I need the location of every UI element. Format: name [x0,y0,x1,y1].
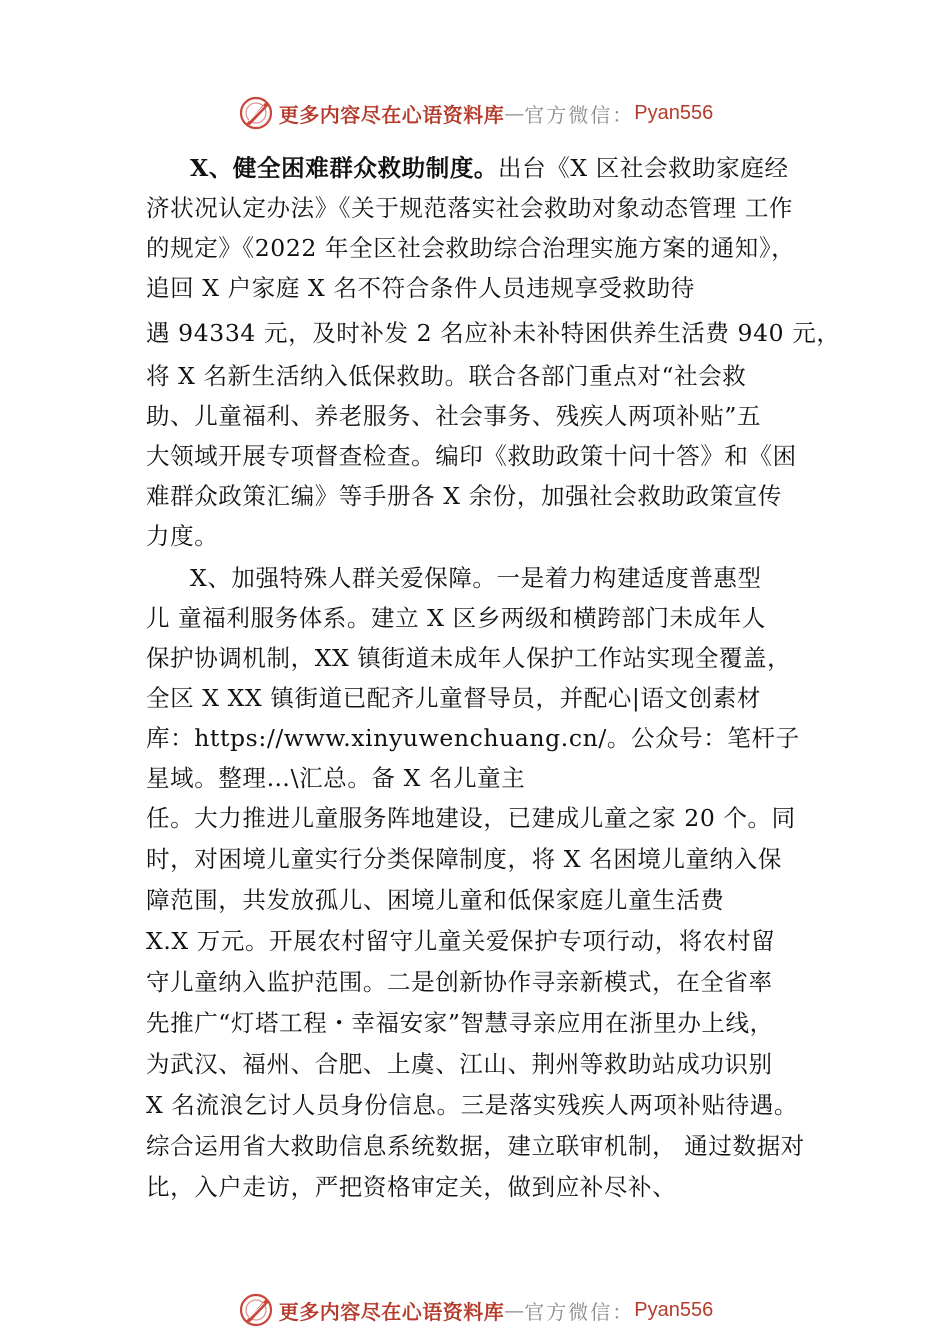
text-line: X、加强特殊人群关爱保障。一是着力构建适度普惠型 [190,564,762,592]
text-line: 的规定》《2022 年全区社会救助综合治理实施方案的通知》， [146,234,796,262]
text-line: 力度。 [146,522,219,550]
text-line: 大领域开展专项督查检查。编印《救助政策十问十答》和《困 [146,442,797,470]
text-line: 助、儿童福利、养老服务、社会事务、残疾人两项补贴”五 [146,402,762,430]
text-line: 综合运用省大救助信息系统数据，建立联审机制， 通过数据对 [146,1132,805,1160]
text-line: 儿 童福利服务体系。建立 X 区乡两级和横跨部门未成年人 [146,604,766,632]
paragraph1-first-line [190,148,789,188]
text-line: 库：https://www.xinyuwenchuang.cn/。公众号：笔杆子 [146,724,800,752]
text-line: 出台《X 区社会救助家庭经 [498,154,789,182]
text-line: 时，对困境儿童实行分类保障制度，将 X 名困境儿童纳入保 [146,845,782,873]
footer-watermark-banner [0,1290,950,1330]
text-line: 难群众政策汇编》等手册各 X 余份，加强社会救助政策宣传 [146,482,782,510]
banner-wechat-label: 官方微信： [524,102,635,127]
text-line: 将 X 名新生活纳入低保救助。联合各部门重点对“社会救 [146,362,747,390]
banner-separator: — [504,1298,525,1322]
header-watermark-banner [0,93,950,133]
text-line: 星域。整理…\汇总。备 X 名儿童主 [146,764,526,792]
banner-name: 更多内容尽在心语资料库 [278,1299,505,1324]
banner-name: 更多内容尽在心语资料库 [278,102,505,127]
text-line: 任。大力推进儿童服务阵地建设，已建成儿童之家 20 个。同 [146,804,796,832]
banner-wechat-label: 官方微信： [524,1299,635,1324]
paragraph1-heading: X、健全困难群众救助制度。 [190,154,499,182]
text-line: X.X 万元。开展农村留守儿童关爱保护专项行动，将农村留 [146,927,776,955]
quill-logo-icon [237,94,275,132]
text-line: 守儿童纳入监护范围。二是创新协作寻亲新模式，在全省率 [146,968,773,996]
text-line: 遇 94334 元，及时补发 2 名应补未补特困供养生活费 940 元， [146,319,841,347]
text-line: 追回 X 户家庭 X 名不符合条件人员违规享受救助待 [146,274,695,302]
quill-logo-icon [237,1291,275,1329]
text-line: 全区 X XX 镇街道已配齐儿童督导员，并配心|语文创素材 [146,684,761,712]
banner-wechat-id: Pyan556 [634,101,714,124]
text-line: X 名流浪乞讨人员身份信息。三是落实残疾人两项补贴待遇。 [146,1091,798,1119]
text-line: 比，入户走访，严把资格审定关，做到应补尽补、 [146,1173,677,1201]
text-line: 障范围，共发放孤儿、困境儿童和低保家庭儿童生活费 [146,886,725,914]
banner-separator: — [504,101,525,125]
text-line: 先推广“灯塔工程・幸福安家”智慧寻亲应用在浙里办上线， [146,1009,774,1037]
text-line: 为武汉、福州、合肥、上虞、江山、荆州等救助站成功识别 [146,1050,773,1078]
banner-wechat-id: Pyan556 [634,1298,714,1321]
text-line: 济状况认定办法》《关于规范落实社会救助对象动态管理 工作 [146,194,794,222]
text-line: 保护协调机制，XX 镇街道未成年人保护工作站实现全覆盖， [146,644,792,672]
